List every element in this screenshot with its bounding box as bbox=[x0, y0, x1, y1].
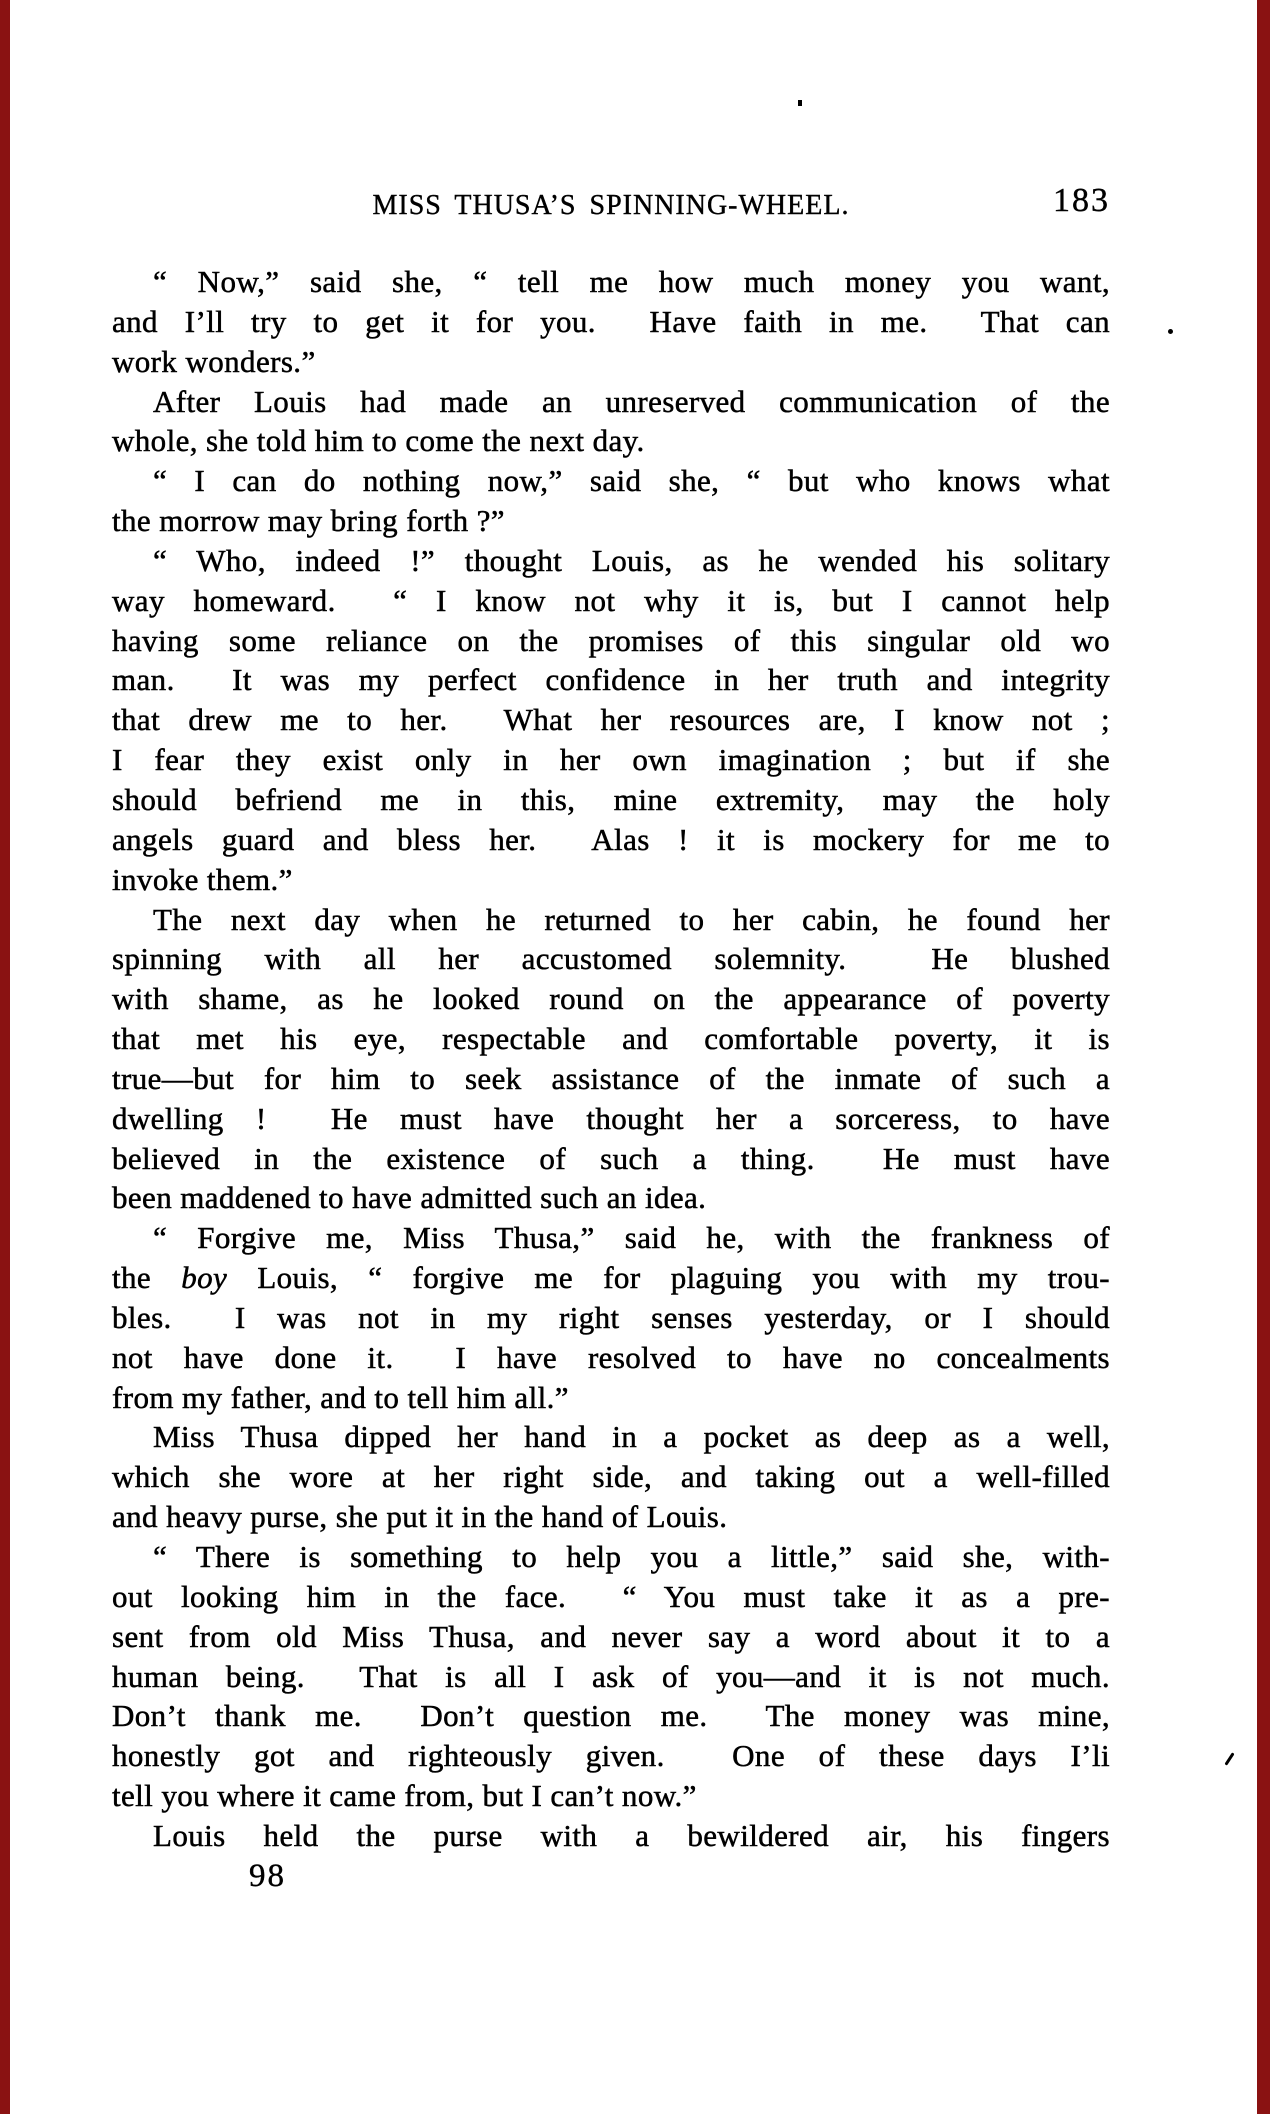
text-line bbox=[112, 1178, 1110, 1218]
running-header bbox=[112, 182, 1110, 222]
text-line bbox=[112, 939, 1110, 979]
text-line bbox=[112, 621, 1110, 661]
text-segment: should befriend me in this, mine extremity, may the holy bbox=[112, 781, 1110, 817]
text-line bbox=[112, 1617, 1110, 1657]
scan-edge-left bbox=[0, 0, 10, 2114]
page-body bbox=[112, 262, 1110, 1856]
text-segment: from my father, and to tell him all.” bbox=[112, 1379, 569, 1415]
scan-edge-right bbox=[1257, 0, 1270, 2114]
text-line bbox=[112, 780, 1110, 820]
text-line bbox=[112, 979, 1110, 1019]
text-segment: Miss Thusa dipped her hand in a pocket as deep as a well, bbox=[153, 1419, 1110, 1455]
text-line bbox=[112, 860, 1110, 900]
text-line bbox=[112, 1298, 1110, 1338]
text-line bbox=[112, 1696, 1110, 1736]
text-segment: angels guard and bless her. Alas ! it is mockery for me to bbox=[112, 821, 1110, 857]
text-line bbox=[112, 262, 1110, 302]
text-segment: work wonders.” bbox=[112, 343, 316, 379]
text-line bbox=[112, 1457, 1110, 1497]
text-line bbox=[112, 382, 1110, 422]
text-line bbox=[112, 820, 1110, 860]
text-line bbox=[112, 900, 1110, 940]
text-segment: true—but for him to seek assistance of the inmate of such a bbox=[112, 1060, 1110, 1096]
text-line bbox=[112, 342, 1110, 382]
text-segment: Louis, “ forgive me for plaguing you with my trou- bbox=[227, 1260, 1110, 1296]
text-line bbox=[112, 302, 1110, 342]
text-segment: dwelling ! He must have thought her a sorceress, to have bbox=[112, 1100, 1110, 1136]
text-line bbox=[112, 1657, 1110, 1697]
text-segment: and heavy purse, she put it in the hand of Louis. bbox=[112, 1499, 728, 1535]
page-number: 183 bbox=[1053, 182, 1110, 219]
text-line bbox=[112, 1139, 1110, 1179]
text-segment: whole, she told him to come the next day. bbox=[112, 423, 645, 459]
text-segment: man. It was my perfect confidence in her truth and integrity bbox=[112, 662, 1110, 698]
signature-mark: 98 bbox=[249, 1858, 286, 1894]
text-line bbox=[112, 1417, 1110, 1457]
text-segment: “ Forgive me, Miss Thusa,” said he, with the frankness of bbox=[153, 1220, 1110, 1256]
text-segment: having some reliance on the promises of this singular old wo bbox=[112, 622, 1110, 658]
text-segment: out looking him in the face. “ You must take it as a pre- bbox=[112, 1578, 1110, 1614]
text-segment: “ Now,” said she, “ tell me how much money you want, bbox=[153, 264, 1110, 299]
text-line bbox=[112, 501, 1110, 541]
text-segment: I fear they exist only in her own imagination ; but if she bbox=[112, 742, 1110, 778]
text-line bbox=[112, 1736, 1110, 1776]
text-segment: honestly got and righteously given. One of these days I’li bbox=[112, 1738, 1110, 1774]
text-segment: the morrow may bring forth ?” bbox=[112, 503, 505, 539]
text-line bbox=[112, 1537, 1110, 1577]
text-line bbox=[112, 1099, 1110, 1139]
text-segment: tell you where it came from, but I can’t now.” bbox=[112, 1778, 697, 1814]
text-segment: “ Who, indeed !” thought Louis, as he wended his solitary bbox=[153, 542, 1110, 578]
text-segment: “ There is something to help you a little,” said she, with- bbox=[153, 1539, 1110, 1574]
text-line bbox=[112, 541, 1110, 581]
text-line bbox=[112, 1497, 1110, 1537]
text-segment: Don’t thank me. Don’t question me. The money was mine, bbox=[112, 1698, 1110, 1734]
text-segment: sent from old Miss Thusa, and never say a word about it to a bbox=[112, 1618, 1110, 1654]
text-line bbox=[112, 1816, 1110, 1856]
text-line bbox=[112, 1258, 1110, 1298]
text-segment: with shame, as he looked round on the appearance of poverty bbox=[112, 981, 1110, 1017]
text-line bbox=[112, 421, 1110, 461]
text-segment: bles. I was not in my right senses yesterday, or I should bbox=[112, 1299, 1110, 1335]
text-line bbox=[112, 1059, 1110, 1099]
text-line bbox=[112, 1378, 1110, 1418]
text-segment: After Louis had made an unreserved communication of the bbox=[153, 383, 1110, 419]
text-segment: the bbox=[112, 1260, 182, 1296]
text-line bbox=[112, 740, 1110, 780]
text-segment: that drew me to her. What her resources are, I know not ; bbox=[112, 702, 1110, 738]
italic-text-segment: boy bbox=[181, 1260, 228, 1296]
text-line bbox=[112, 461, 1110, 501]
text-segment: Louis held the purse with a bewildered air, his fingers bbox=[153, 1817, 1110, 1853]
text-segment: invoke them.” bbox=[112, 861, 293, 897]
text-line bbox=[112, 1338, 1110, 1378]
text-segment: and I’ll try to get it for you. Have faith in me. That can bbox=[112, 303, 1110, 339]
text-segment: “ I can do nothing now,” said she, “ but who knows what bbox=[153, 463, 1110, 499]
ink-dot-right-margin bbox=[1168, 329, 1173, 334]
text-segment: way homeward. “ I know not why it is, but I cannot help bbox=[112, 582, 1110, 618]
text-line bbox=[112, 581, 1110, 621]
text-segment: spinning with all her accustomed solemnity. He blushed bbox=[112, 941, 1110, 977]
text-line bbox=[112, 660, 1110, 700]
text-line bbox=[112, 1577, 1110, 1617]
ink-speck-top bbox=[798, 100, 802, 106]
text-line bbox=[112, 1776, 1110, 1816]
text-line bbox=[112, 1019, 1110, 1059]
text-segment: that met his eye, respectable and comfortable poverty, it is bbox=[112, 1021, 1110, 1057]
text-segment: which she wore at her right side, and taking out a well-filled bbox=[112, 1459, 1110, 1495]
text-line bbox=[112, 1218, 1110, 1258]
text-segment: human being. That is all I ask of you—and it is not much. bbox=[112, 1658, 1110, 1694]
text-line bbox=[112, 700, 1110, 740]
text-segment: believed in the existence of such a thing. He must have bbox=[112, 1140, 1110, 1176]
text-segment: not have done it. I have resolved to have no concealments bbox=[112, 1339, 1110, 1375]
page-title: MISS THUSA’S SPINNING-WHEEL. bbox=[372, 190, 850, 221]
ink-tick-right-margin bbox=[1224, 1752, 1234, 1765]
text-segment: The next day when he returned to her cabin, he found her bbox=[153, 901, 1110, 937]
text-segment: been maddened to have admitted such an idea. bbox=[112, 1180, 707, 1216]
